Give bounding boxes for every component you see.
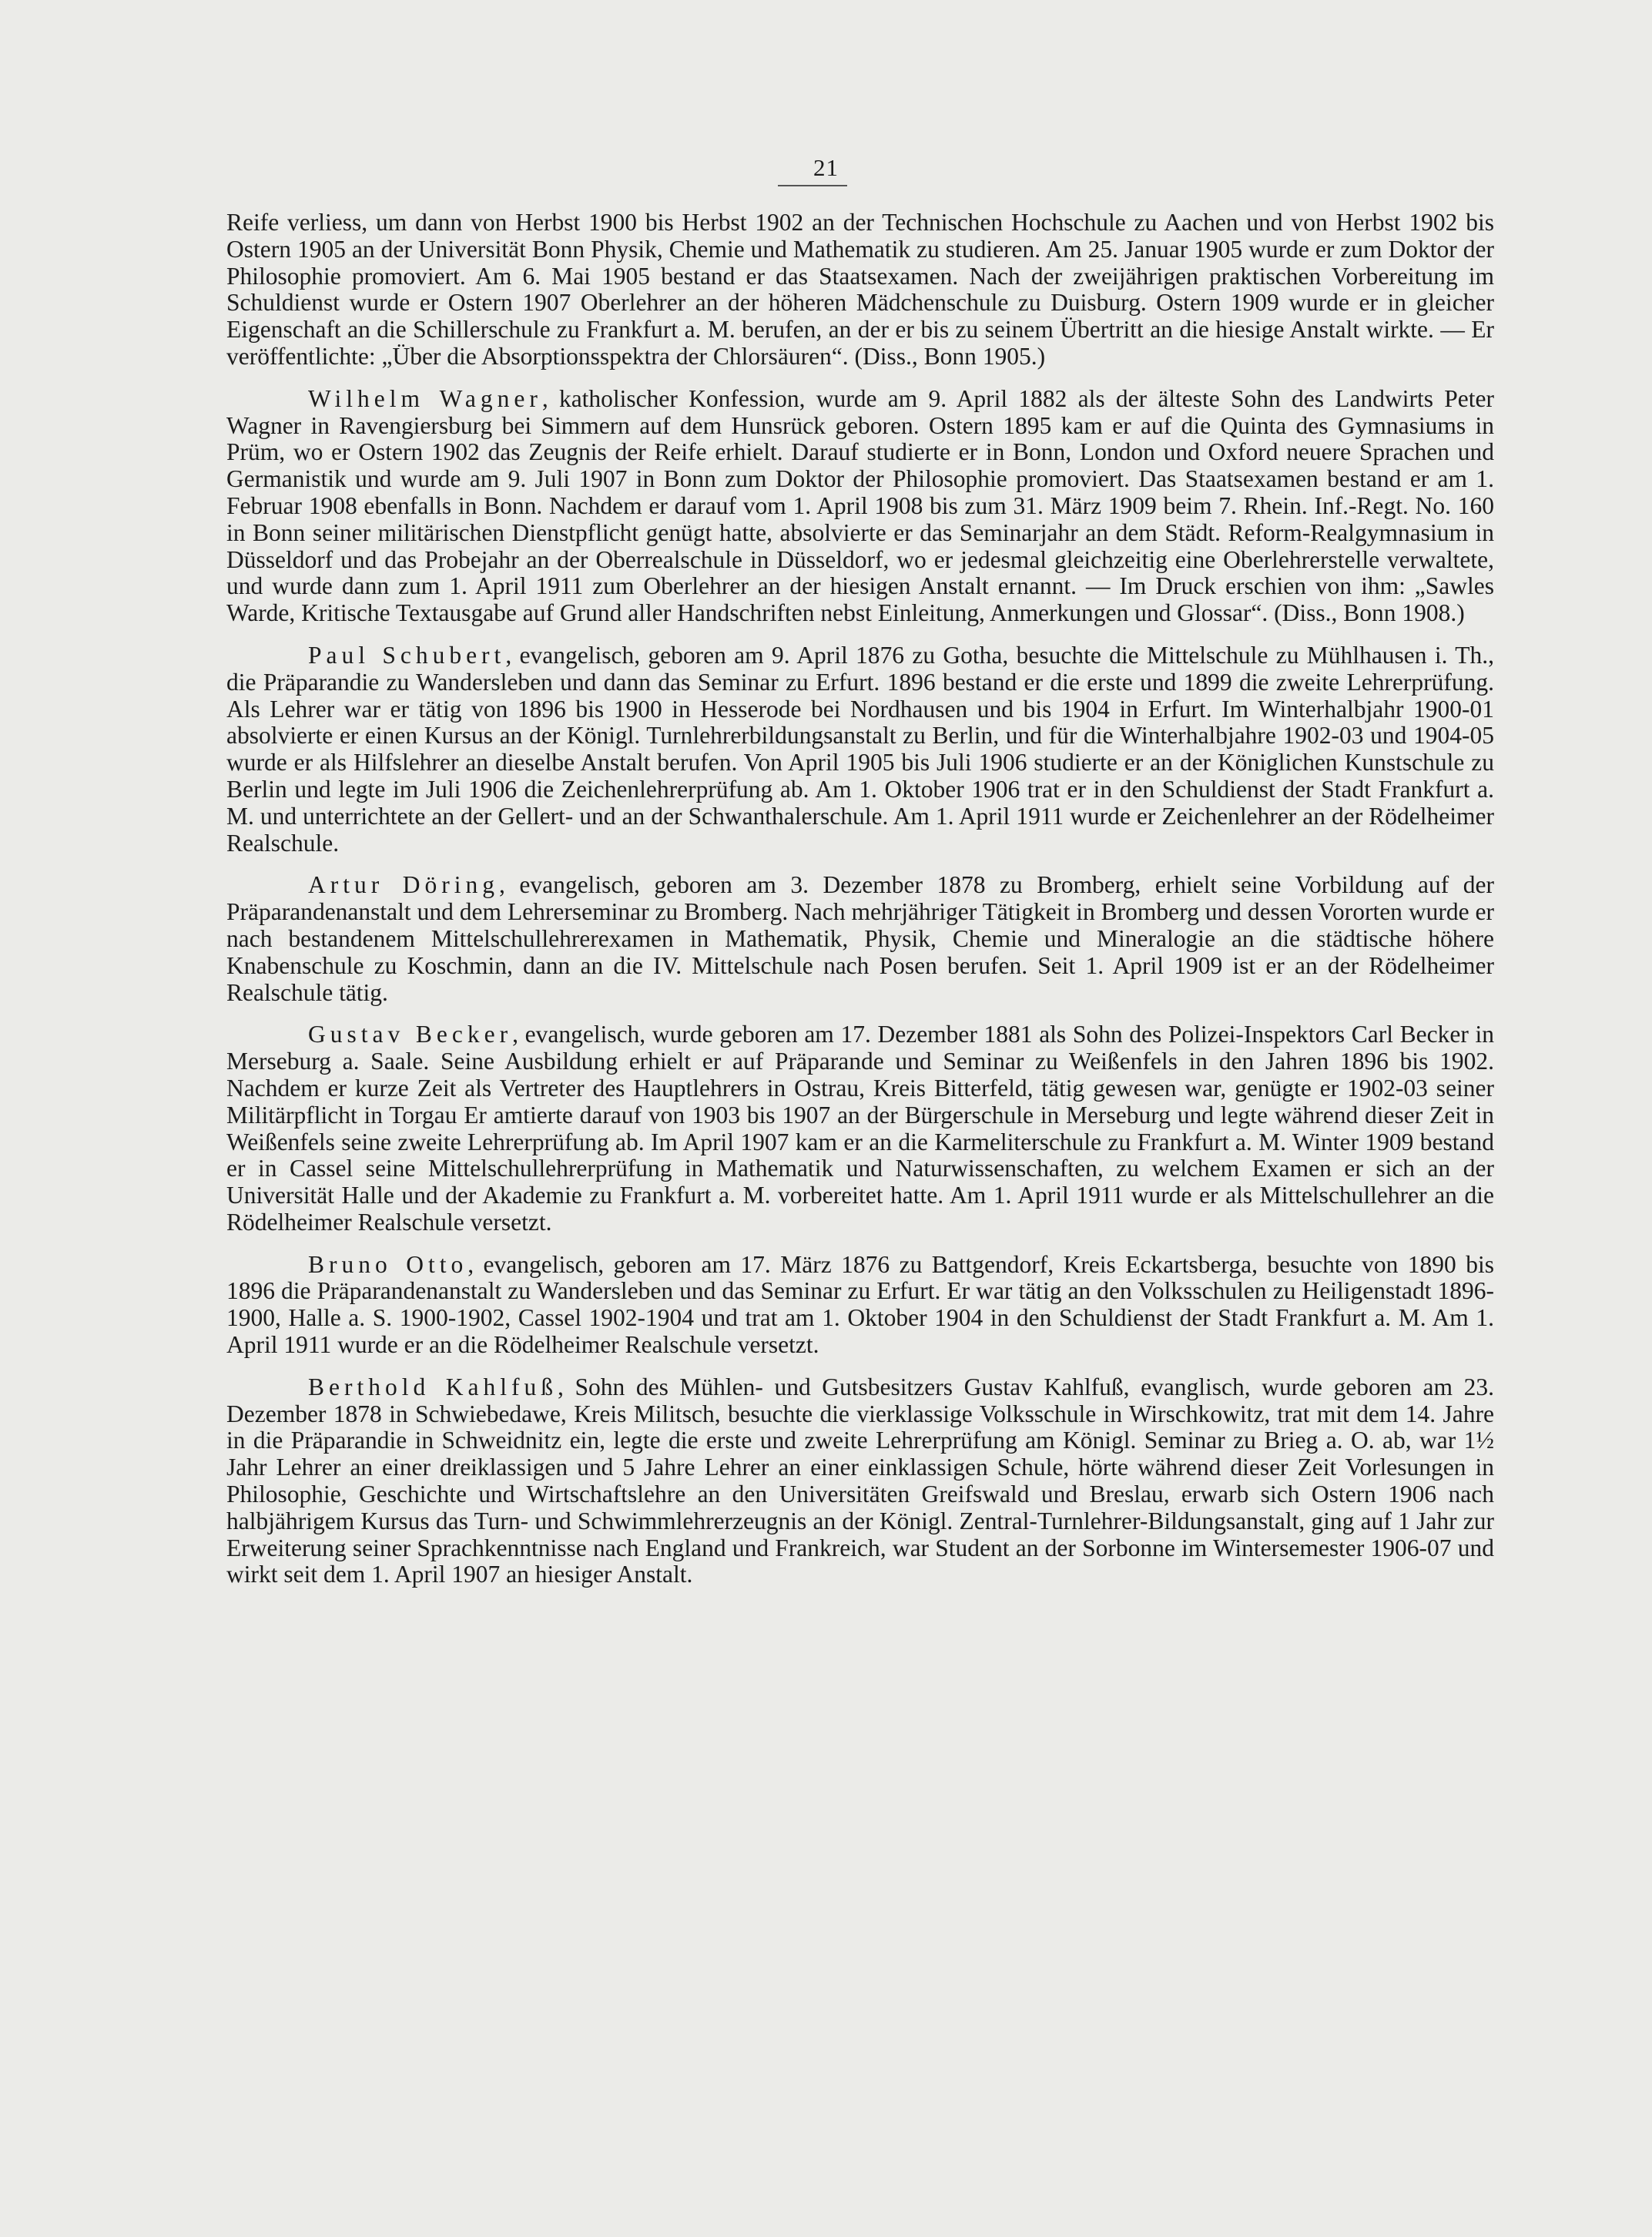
person-name: Wilhelm Wagner: [308, 384, 542, 412]
paragraph-bruno-otto: [226, 1252, 1494, 1359]
paragraph-wilhelm-wagner: [226, 386, 1494, 627]
paragraph-text: , evangelisch, geboren am 3. Dezember 1878 zu Bromberg, erhielt seine Vorbildung auf der Präparandenanstalt und dem Lehrerseminar zu Bromberg. Nach mehrjähriger Tätigkeit in Bromberg und dessen Vororten wurde er nach bestandenem Mittelschullehrerexamen in Mathematik, Physik, Chemie und Mineralogie an die städtische höhere Knabenschule zu Koschmin, dann an die IV. Mittelschule nach Posen berufen. Seit 1. April 1909 ist er an der Rödelheimer Realschule tätig.: [226, 871, 1494, 1006]
paragraph-text: , Sohn des Mühlen- und Gutsbesitzers Gustav Kahlfuß, evanglisch, wurde geboren am 23. Dezember 1878 in Schwiebedawe, Kreis Militsch, besuchte die vierklassige Volksschule in Wirschkowitz, trat mit dem 14. Jahre in die Präparandie in Schweidnitz ein, legte die erste und zweite Lehrerprüfung am Königl. Seminar zu Brieg a. O. ab, war 1½ Jahr Lehrer an einer dreiklassigen und 5 Jahre Lehrer an einer einklassigen Schule, hörte während dieser Zeit Vorlesungen in Philosophie, Geschichte und Wirtschaftslehre an den Universitäten Greifswald und Breslau, erwarb sich Ostern 1906 nach halbjährigem Kursus das Turn- und Schwimmlehrerzeugnis an der Königl. Zentral-Turnlehrer-Bildungsanstalt, ging auf 1 Jahr zur Erweiterung seiner Sprachkenntnisse nach England und Frankreich, war Student an der Sorbonne im Wintersemester 1906-07 und wirkt seit dem 1. April 1907 an hiesiger Anstalt.: [226, 1373, 1494, 1588]
paragraph-berthold-kahlfuss: [226, 1374, 1494, 1588]
person-name: Gustav Becker: [308, 1021, 513, 1048]
paragraph-artur-doering: [226, 872, 1494, 1006]
paragraph-text: , evangelisch, geboren am 9. April 1876 zu Gotha, besuchte die Mittelschule zu Mühlhausen i. Th., die Präparandie zu Wandersleben und dann das Seminar zu Erfurt. 1896 bestand er die erste und 1899 die zweite Lehrerprüfung. Als Lehrer war er tätig von 1896 bis 1900 in Hesserode bei Nordhausen und bis 1904 in Erfurt. Im Winterhalbjahr 1900-01 absolvierte er einen Kursus an der Königl. Turnlehrerbildungsanstalt zu Berlin, und für die Winterhalbjahre 1902-03 und 1904-05 wurde er als Hilfslehrer an dieselbe Anstalt berufen. Von April 1905 bis Juli 1906 studierte er an der Königlichen Kunstschule zu Berlin und legte im Juli 1906 die Zeichenlehrerprüfung ab. Am 1. Oktober 1906 trat er in den Schuldienst der Stadt Frankfurt a. M. und unterrichtete an der Gellert- und an der Schwanthalerschule. Am 1. April 1911 wurde er Zeichenlehrer an der Rödelheimer Realschule.: [226, 641, 1494, 857]
page-number-rule: [778, 185, 847, 186]
paragraph-text: , evangelisch, geboren am 17. März 1876 zu Battgendorf, Kreis Eckartsberga, besuchte von 1890 bis 1896 die Präparandenanstalt zu Wandersleben und das Seminar zu Erfurt. Er war tätig an den Volksschulen zu Heiligenstadt 1896-1900, Halle a. S. 1900-1902, Cassel 1902-1904 und trat am 1. Oktober 1904 in den Schuldienst der Stadt Frankfurt a. M. Am 1. April 1911 wurde er an die Rödelheimer Realschule versetzt.: [226, 1250, 1494, 1359]
paragraph-continuation: [226, 210, 1494, 371]
paragraph-gustav-becker: [226, 1021, 1494, 1236]
paragraph-paul-schubert: [226, 642, 1494, 857]
paragraph-text: Reife verliess, um dann von Herbst 1900 bis Herbst 1902 an der Technischen Hochschule zu Aachen und von Herbst 1902 bis Ostern 1905 an der Universität Bonn Physik, Chemie und Mathematik zu studieren. Am 25. Januar 1905 wurde er zum Doktor der Philosophie promoviert. Am 6. Mai 1905 bestand er das Staatsexamen. Nach der zweijährigen praktischen Vorbereitung im Schuldienst wurde er Ostern 1907 Oberlehrer an der höheren Mädchenschule zu Duisburg. Ostern 1909 wurde er in gleicher Eigenschaft an die Schillerschule zu Frankfurt a. M. berufen, an der er bis zu seinem Übertritt an die hiesige Anstalt wirkte. — Er veröffentlichte: „Über die Absorptionsspektra der Chlorsäuren“. (Diss., Bonn 1905.): [226, 209, 1494, 370]
person-name: Bruno Otto: [308, 1250, 468, 1278]
person-name: Berthold Kahlfuß: [308, 1373, 558, 1400]
paragraph-text: , evangelisch, wurde geboren am 17. Dezember 1881 als Sohn des Polizei-Inspektors Carl Becker in Merseburg a. Saale. Seine Ausbildung erhielt er auf Präparande und Seminar zu Weißenfels in den Jahren 1896 bis 1902. Nachdem er kurze Zeit als Vertreter des Hauptlehrers in Ostrau, Kreis Bitterfeld, tätig gewesen war, genügte er 1902-03 seiner Militärpflicht in Torgau Er amtierte darauf von 1903 bis 1907 an der Bürgerschule in Merseburg und legte während dieser Zeit in Weißenfels seine zweite Lehrerprüfung ab. Im April 1907 kam er an die Karmeliterschule zu Frankfurt a. M. Winter 1909 bestand er in Cassel seine Mittelschullehrerprüfung in Mathematik und Naturwissenschaften, zu welchem Examen er sich an der Universität Halle und der Akademie zu Frankfurt a. M. vorbereitet hatte. Am 1. April 1911 wurde er als Mittelschullehrer an die Rödelheimer Realschule versetzt.: [226, 1021, 1495, 1236]
body-text: [226, 210, 1494, 1604]
person-name: Paul Schubert: [308, 641, 506, 669]
page-number: 21: [813, 154, 839, 181]
person-name: Artur Döring: [308, 871, 499, 899]
paragraph-text: , katholischer Konfession, wurde am 9. April 1882 als der älteste Sohn des Landwirts Peter Wagner in Ravengiersburg bei Simmern auf dem Hunsrück geboren. Ostern 1895 kam er auf die Quinta des Gymnasiums in Prüm, wo er Ostern 1902 das Zeugnis der Reife erhielt. Darauf studierte er in Bonn, London und Oxford neuere Sprachen und Germanistik und wurde am 9. Juli 1907 in Bonn zum Doktor der Philosophie promoviert. Das Staatsexamen bestand er am 1. Februar 1908 ebenfalls in Bonn. Nachdem er darauf vom 1. April 1908 bis zum 31. März 1909 beim 7. Rhein. Inf.-Regt. No. 160 in Bonn seiner militärischen Dienstpflicht genügt hatte, absolvierte er das Seminarjahr an dem Städt. Reform-Realgymnasium in Düsseldorf und das Probejahr an der Oberrealschule in Düsseldorf, wo er jedesmal gleichzeitig eine Oberlehrerstelle verwaltete, und wurde dann zum 1. April 1911 zum Oberlehrer an der hiesigen Anstalt ernannt. — Im Druck erschien von ihm: „Sawles Warde, Kritische Textausgabe auf Grund aller Handschriften nebst Einleitung, Anmerkungen und Glossar“. (Diss., Bonn 1908.): [226, 384, 1494, 627]
